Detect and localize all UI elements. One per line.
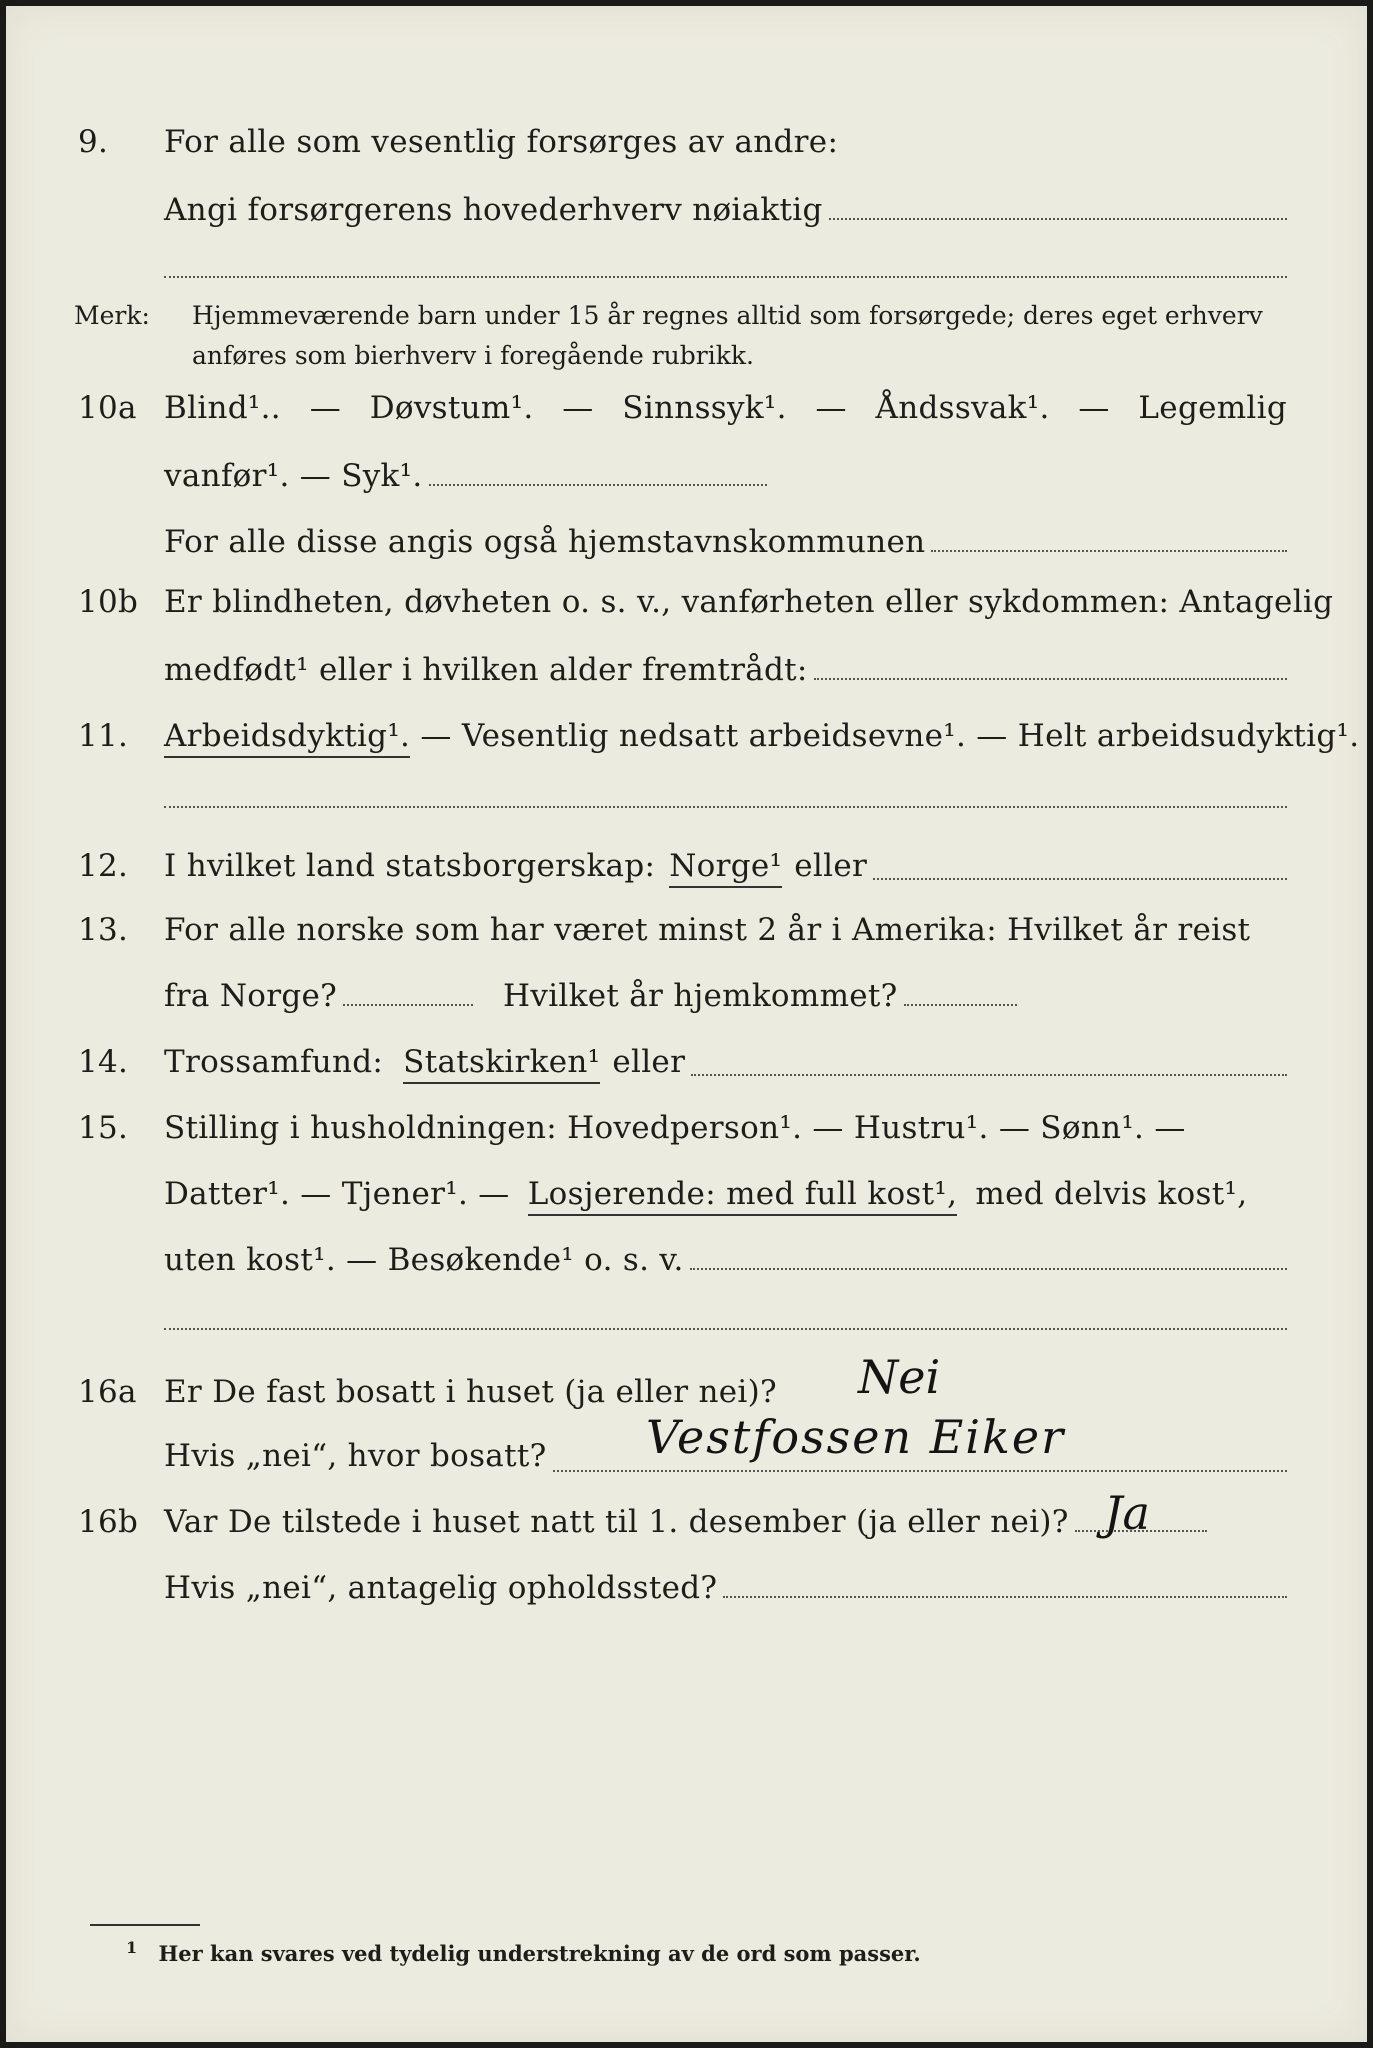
option-dovstum[interactable]: Døvstum¹.: [369, 390, 534, 426]
answer-line[interactable]: [164, 1328, 1287, 1330]
question-text: For alle disse angis også hjemstavnskommunen: [164, 524, 926, 560]
question-number: 16b: [78, 1504, 139, 1540]
option-blind[interactable]: Blind¹..: [164, 390, 281, 426]
answer-line[interactable]: [904, 1003, 1017, 1006]
question-number: 12.: [78, 848, 129, 884]
answer-line[interactable]: [164, 806, 1287, 808]
option-list: [164, 390, 1287, 426]
option-legemlig[interactable]: Legemlig: [1138, 390, 1287, 426]
answer-line[interactable]: [553, 1469, 1287, 1472]
question-text: vanfør¹. — Syk¹.: [164, 458, 423, 494]
answer-line[interactable]: [723, 1595, 1287, 1598]
note-text: anføres som bierhverv i foregående rubrikk.: [192, 341, 754, 370]
dash: —: [309, 390, 342, 426]
question-text: I hvilket land statsborgerskap:: [164, 848, 656, 884]
question-text: fra Norge?: [164, 978, 338, 1014]
question-text: Hvis „nei“, antagelig opholdssted?: [164, 1570, 718, 1606]
question-text: Hvilket år hjemkommet?: [503, 978, 898, 1014]
option-statskirken-underlined[interactable]: Statskirken¹: [403, 1044, 600, 1084]
footnote: [126, 1938, 921, 1966]
answer-line[interactable]: [690, 1267, 1287, 1270]
answer-line[interactable]: [343, 1003, 473, 1006]
answer-line[interactable]: [829, 217, 1287, 220]
option-norge-underlined[interactable]: Norge¹: [669, 848, 782, 888]
footnote-mark: 1: [126, 1938, 138, 1957]
question-number: 10a: [78, 390, 137, 426]
question-text: Trossamfund:: [164, 1044, 384, 1080]
question-text: eller: [612, 1044, 686, 1080]
question-number: 10b: [78, 584, 139, 620]
answer-line[interactable]: [429, 483, 767, 486]
question-text: med delvis kost¹,: [975, 1176, 1248, 1212]
option-sinnssyk[interactable]: Sinnssyk¹.: [622, 390, 787, 426]
answer-line[interactable]: [873, 877, 1287, 880]
question-text: medfødt¹ eller i hvilken alder fremtrådt:: [164, 652, 808, 688]
question-number: 16a: [78, 1374, 137, 1410]
census-form-page: [6, 6, 1367, 2042]
answer-line[interactable]: [164, 276, 1287, 278]
question-text: uten kost¹. — Besøkende¹ o. s. v.: [164, 1242, 684, 1278]
question-text: Er De fast bosatt i huset (ja eller nei)?: [164, 1374, 777, 1410]
footnote-rule: [90, 1924, 200, 1926]
question-text: Datter¹. — Tjener¹. —: [164, 1176, 510, 1212]
question-text: For alle som vesentlig forsørges av andre:: [164, 124, 839, 160]
option-losjerende-full-kost-underlined[interactable]: Losjerende: med full kost¹,: [528, 1176, 958, 1216]
note-text: Hjemmeværende barn under 15 år regnes alltid som forsørgede; deres eget erhverv: [192, 301, 1263, 330]
answer-line[interactable]: [691, 1073, 1287, 1076]
note-label: Merk:: [74, 301, 150, 330]
question-number: 9.: [78, 124, 109, 160]
footnote-text: Her kan svares ved tydelig understrekning av de ord som passer.: [158, 1941, 921, 1966]
question-text: — Vesentlig nedsatt arbeidsevne¹. — Helt arbeidsudyktig¹.: [420, 718, 1360, 754]
handwritten-answer: Nei: [858, 1350, 941, 1404]
question-text: Var De tilstede i huset natt til 1. desember (ja eller nei)?: [164, 1504, 1069, 1540]
dash: —: [815, 390, 847, 426]
answer-line[interactable]: [814, 677, 1287, 680]
question-text: Er blindheten, døvheten o. s. v., vanførheten eller sykdommen: Antagelig: [164, 584, 1334, 620]
dash: —: [562, 390, 594, 426]
handwritten-answer: Ja: [1104, 1486, 1150, 1540]
question-text: Hvis „nei“, hvor bosatt?: [164, 1438, 547, 1474]
option-andssvak[interactable]: Åndssvak¹.: [875, 390, 1050, 426]
question-number: 14.: [78, 1044, 129, 1080]
question-text: Angi forsørgerens hovederhverv nøiaktig: [164, 192, 823, 228]
question-number: 13.: [78, 912, 129, 948]
question-text: eller: [794, 848, 868, 884]
question-text: Stilling i husholdningen: Hovedperson¹. — Hustru¹. — Sønn¹. —: [164, 1110, 1186, 1146]
question-text: For alle norske som har været minst 2 år i Amerika: Hvilket år reist: [164, 912, 1251, 948]
handwritten-answer: Vestfossen Eiker: [646, 1410, 1066, 1464]
question-number: 11.: [78, 718, 129, 754]
dash: —: [1078, 390, 1110, 426]
question-number: 15.: [78, 1110, 129, 1146]
option-arbeidsdyktig-underlined[interactable]: Arbeidsdyktig¹.: [164, 718, 410, 758]
answer-line[interactable]: [931, 549, 1287, 552]
